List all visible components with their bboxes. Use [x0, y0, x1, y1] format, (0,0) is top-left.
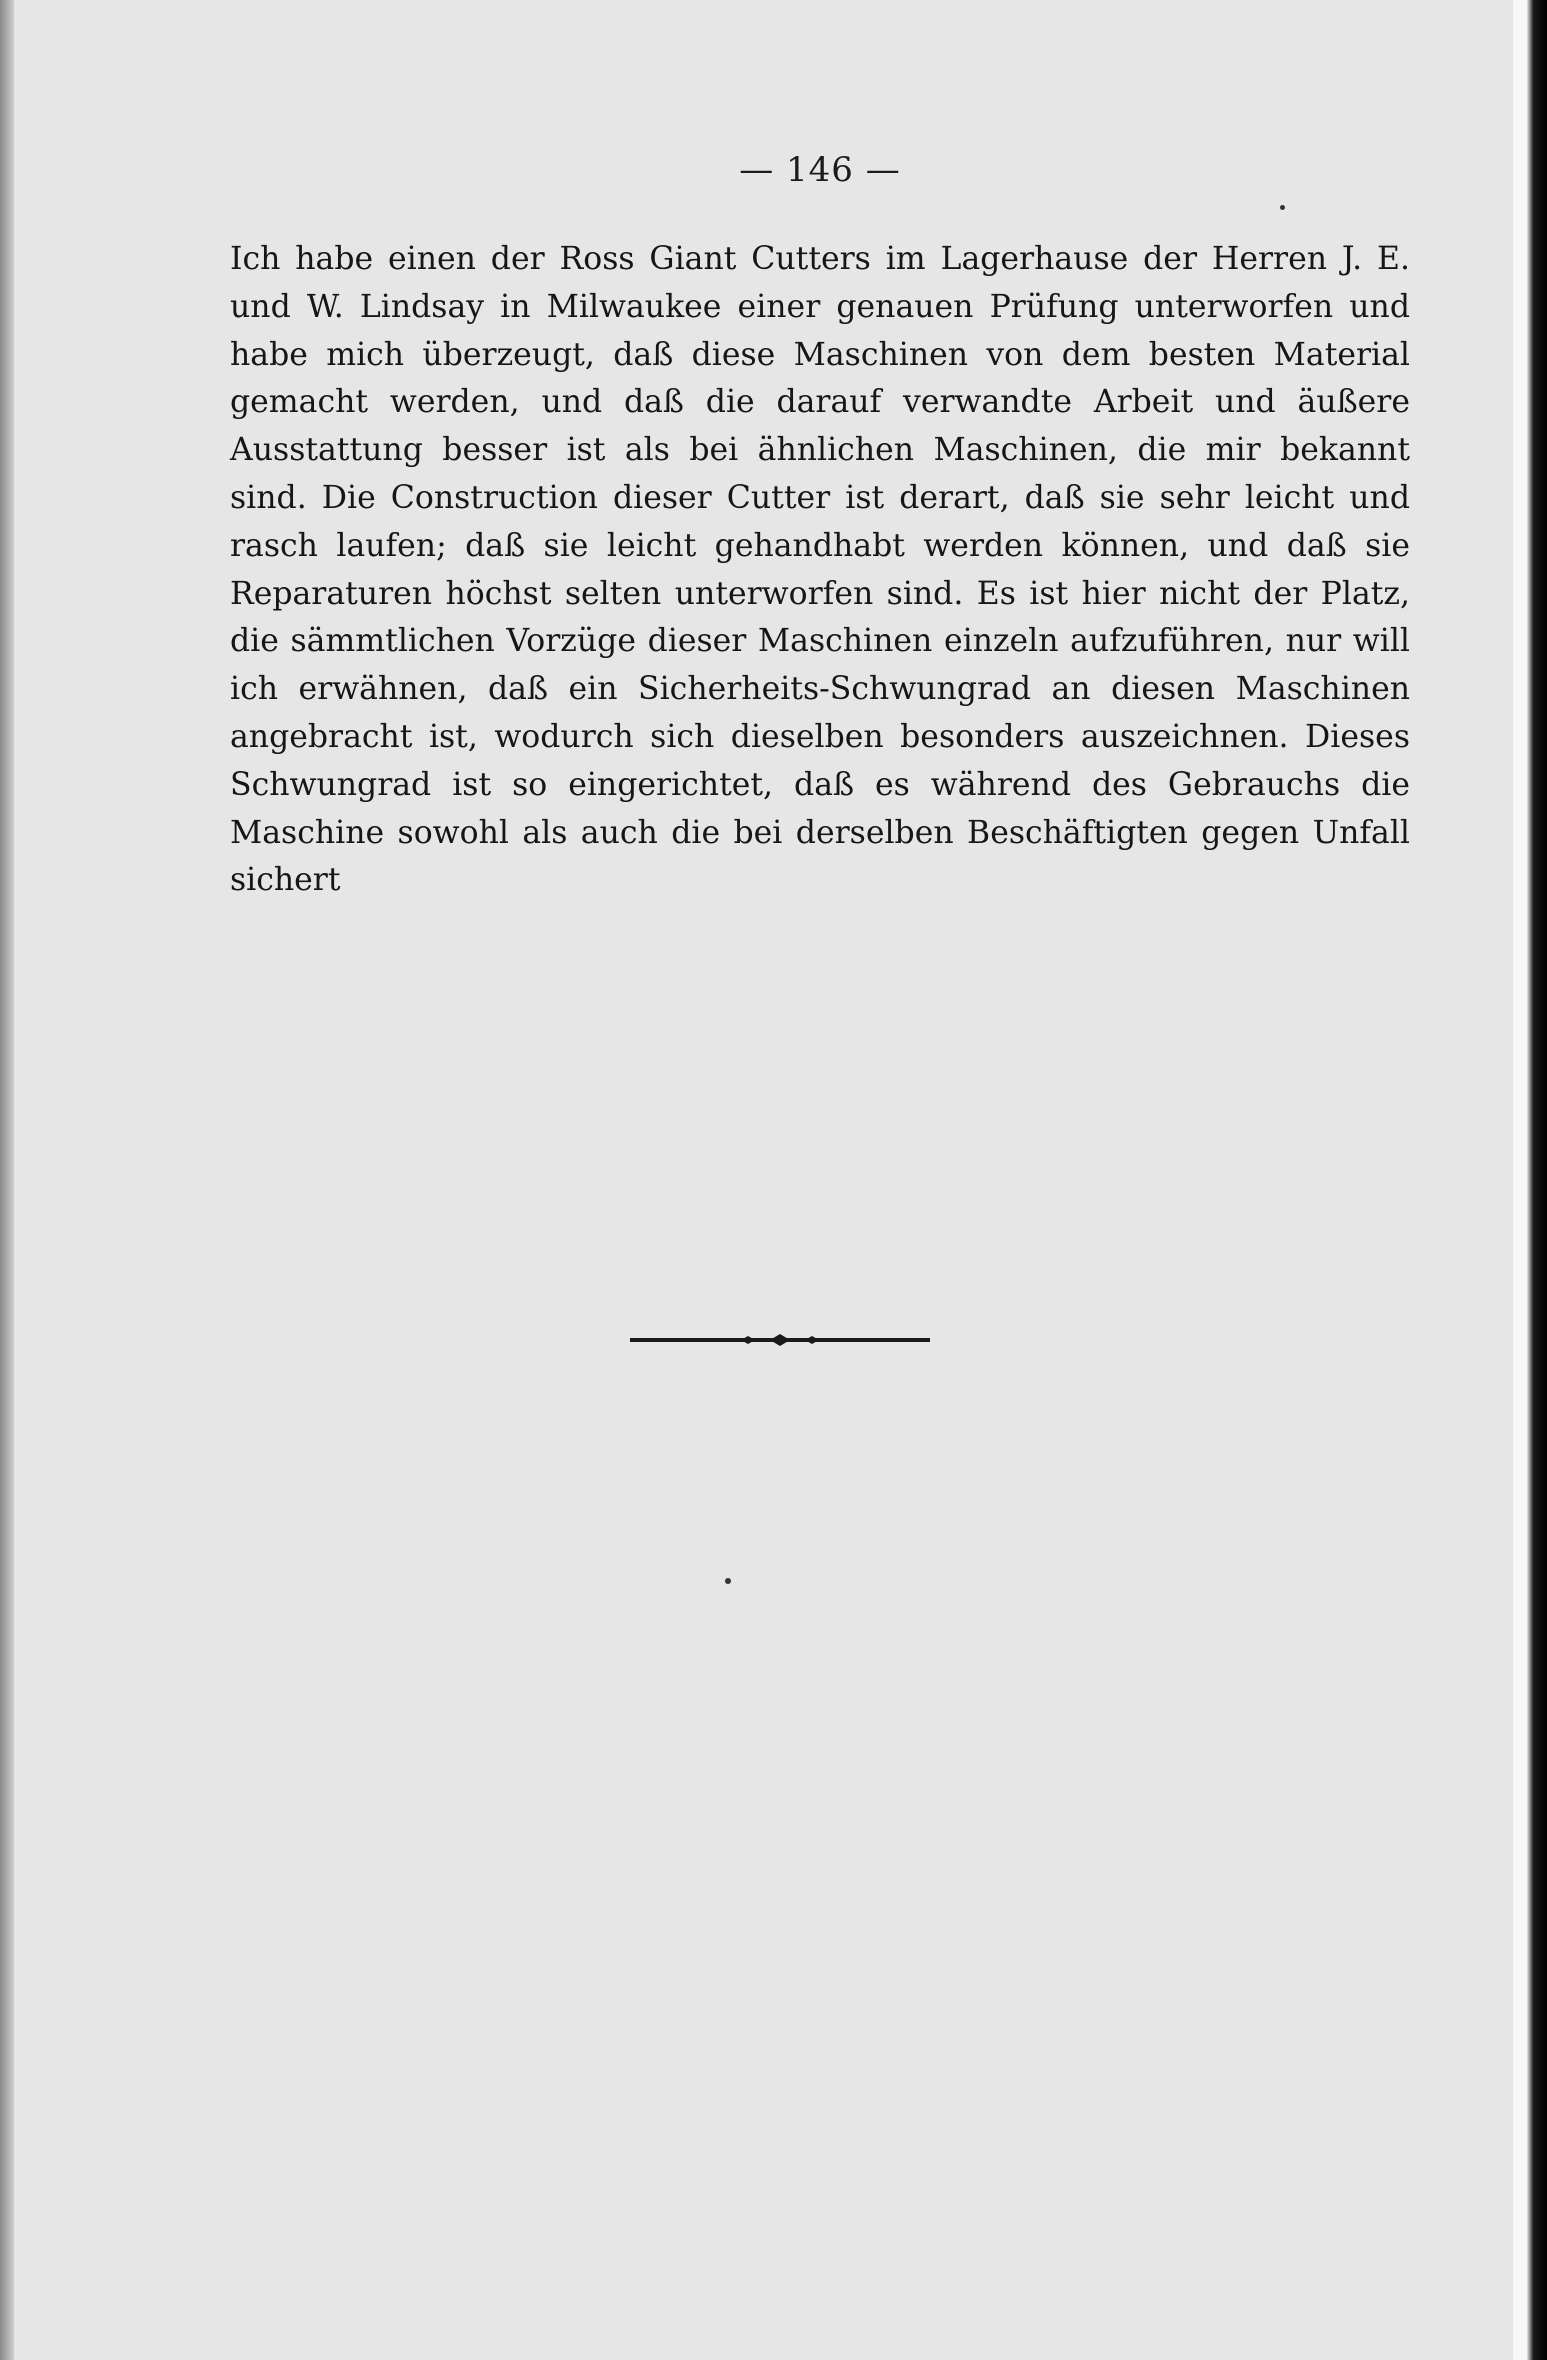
- page-number: — 146 —: [739, 150, 901, 190]
- left-scan-edge: [0, 0, 14, 2360]
- ornament-rule: [630, 1330, 930, 1350]
- right-scan-edge: [1513, 0, 1547, 2360]
- body-paragraph: Ich habe einen der Ross Giant Cutters im Lagerhause der Herren J. E. und W. Lindsay in Milwaukee einer genauen Prüfung unterworfen und habe mich überzeugt, daß diese Maschinen von dem besten Material gemacht werden, und daß die darauf verwandte Arbeit und äußere Ausstattung besser ist als bei ähnlichen Maschinen, die mir bekannt sind. Die Construction dieser Cutter ist derart, daß sie sehr leicht und rasch laufen; daß sie leicht gehandhabt werden können, und daß sie Reparaturen höchst selten unterworfen sind. Es ist hier nicht der Platz, die sämmtlichen Vorzüge dieser Maschinen einzeln aufzuführen, nur will ich erwähnen, daß ein Sicherheits-Schwungrad an diesen Maschinen angebracht ist, wodurch sich dieselben besonders auszeichnen. Dieses Schwungrad ist so eingerichtet, daß es während des Gebrauchs die Maschine sowohl als auch die bei derselben Beschäftigten gegen Unfall sichert: [230, 241, 1410, 899]
- ink-speck: [725, 1578, 731, 1584]
- page-content: [230, 150, 1410, 905]
- ink-speck: [1280, 205, 1285, 210]
